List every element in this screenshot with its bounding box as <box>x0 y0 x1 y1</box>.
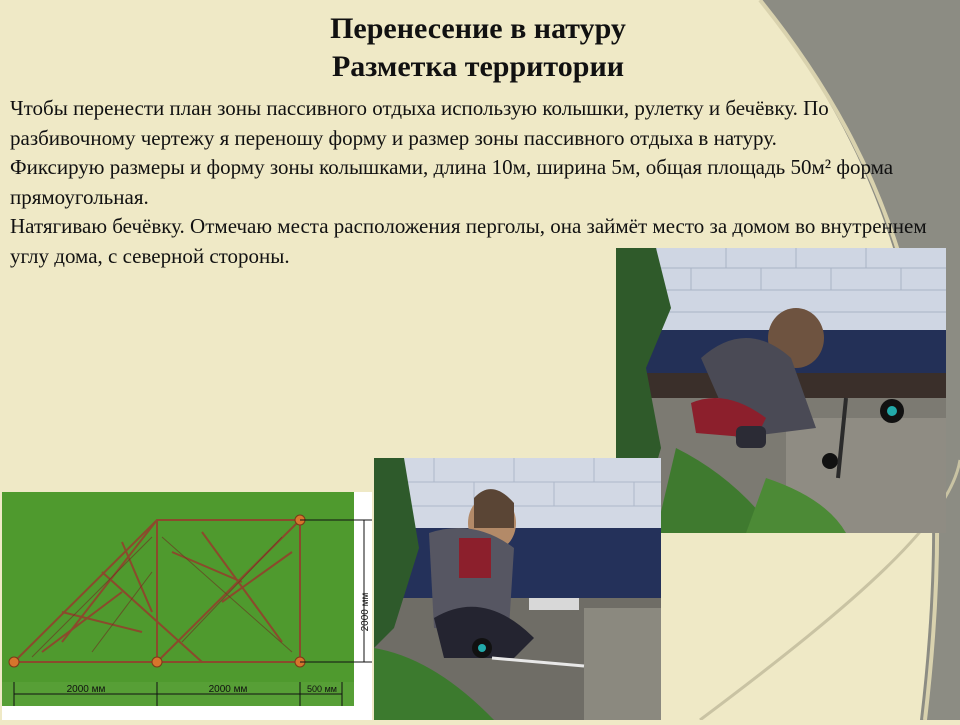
dim-bottom-left: 2000 мм <box>66 684 106 695</box>
photo-marking-1 <box>616 248 946 533</box>
body-text <box>10 94 950 271</box>
paragraph-1: Чтобы перенести план зоны пассивного отдыха использую колышки, рулетку и бечёвку. По разбивочному чертежу я переношу форму и размер зоны пассивного отдыха в натуру. <box>10 96 829 150</box>
layout-plan-drawing <box>2 492 372 720</box>
paragraph-3: Натягиваю бечёвку. Отмечаю места расположения перголы, она займёт место за домом во внутреннем углу дома, с северной стороны. <box>10 214 927 268</box>
dim-vertical: 2000 мм <box>360 592 371 632</box>
slide-subtitle: Разметка территории <box>331 50 625 83</box>
slide-title: Перенесение в натуру <box>330 12 626 45</box>
paragraph-2: Фиксирую размеры и форму зоны колышками, длина 10м, ширина 5м, общая площадь 50м² форма прямоугольная. <box>10 155 894 209</box>
dim-bottom-right: 500 мм <box>307 684 337 694</box>
photo-marking-2 <box>374 458 661 720</box>
dim-bottom-mid: 2000 мм <box>208 684 248 695</box>
